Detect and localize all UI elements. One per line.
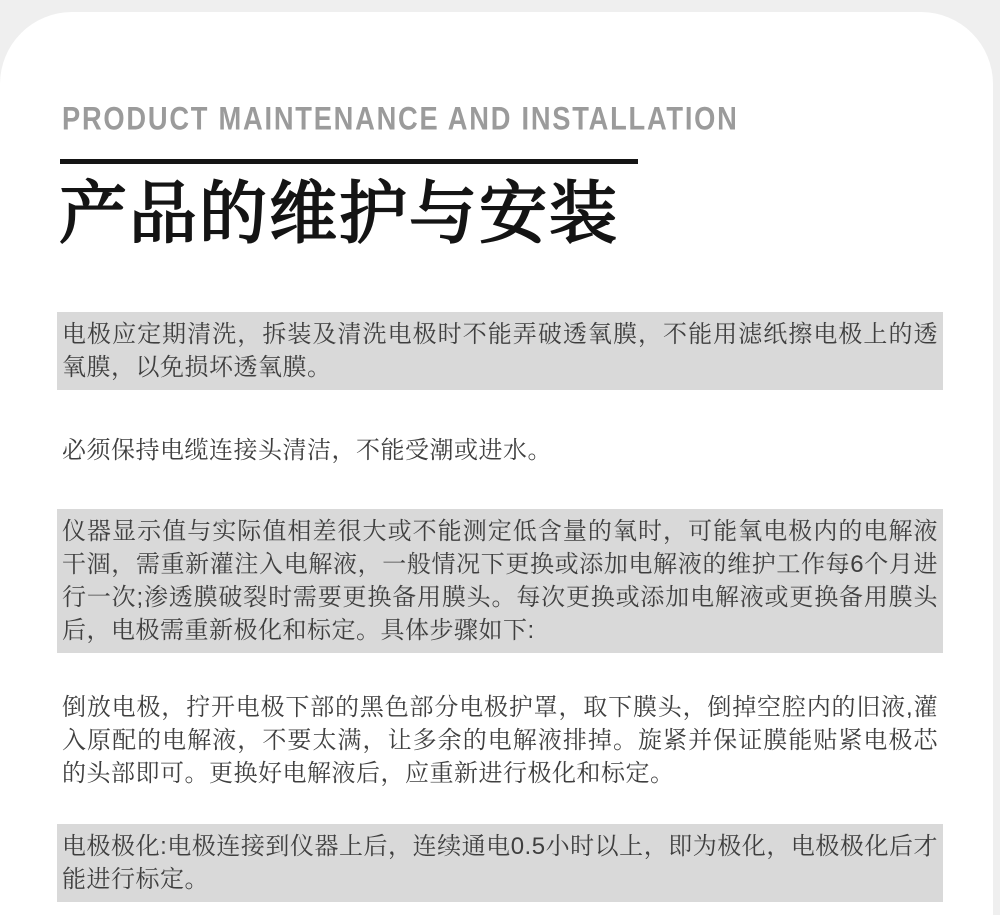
- article-content: [0, 12, 993, 902]
- paragraph-polarization: 电极极化:电极连接到仪器上后，连续通电0.5小时以上，即为极化，电极极化后才能进行标定。: [57, 824, 943, 902]
- content-card: [0, 12, 993, 915]
- paragraph-electrolyte-maintenance: 仪器显示值与实际值相差很大或不能测定低含量的氧时，可能氧电极内的电解液干涸，需重新灌注入电解液，一般情况下更换或添加电解液的维护工作每6个月进行一次;渗透膜破裂时需要更换备用膜头。每次更换或添加电解液或更换备用膜头后，电极需重新极化和标定。具体步骤如下:: [57, 509, 943, 653]
- page-title: 产品的维护与安装: [59, 176, 620, 252]
- paragraph-cleaning-notice: 电极应定期清洗，拆装及清洗电极时不能弄破透氧膜，不能用滤纸擦电极上的透氧膜，以免损坏透氧膜。: [57, 312, 943, 390]
- title-divider-line: [60, 159, 638, 164]
- section-subtitle-english: PRODUCT MAINTENANCE AND INSTALLATION: [62, 100, 739, 137]
- paragraph-list: [57, 312, 943, 902]
- paragraph-replacement-steps: 倒放电极，拧开电极下部的黑色部分电极护罩，取下膜头，倒掉空腔内的旧液,灌入原配的电解液，不要太满，让多余的电解液排掉。旋紧并保证膜能贴紧电极芯的头部即可。更换好电解液后，应重新进行极化和标定。: [62, 694, 938, 787]
- paragraph-cable-notice: 必须保持电缆连接头清洁，不能受潮或进水。: [62, 437, 552, 464]
